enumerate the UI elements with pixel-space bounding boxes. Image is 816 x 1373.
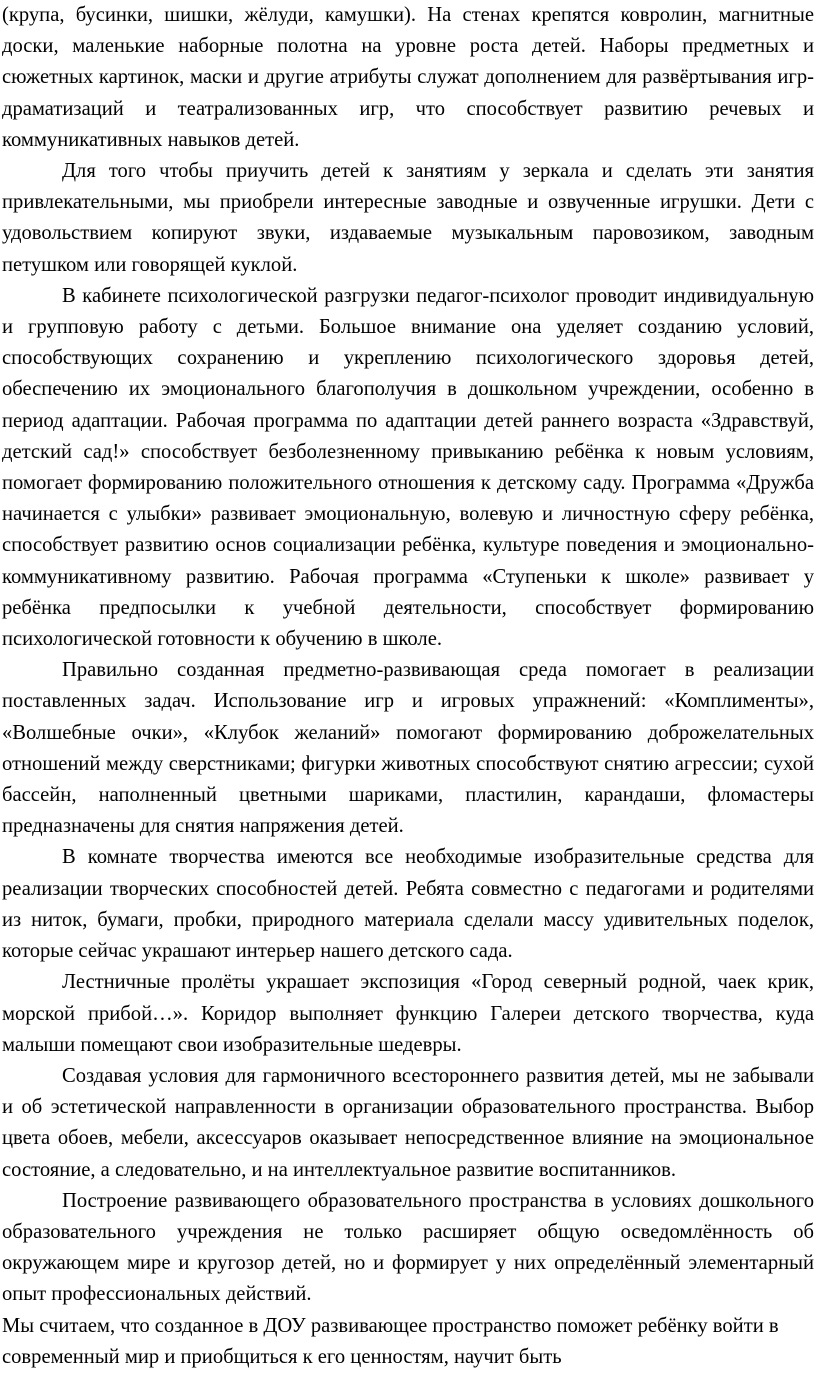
paragraph-3: В кабинете психологической разгрузки педагог-психолог проводит индивидуальную и групповую работу с детьми. Большое внимание она уделяет созданию условий, способствующих сохранению и укреплению психологического здоровья детей, обеспечению их эмоционального благополучия в дошкольном учреждении, особенно в период адаптации. Рабочая программа по адаптации детей раннего возраста «Здравствуй, детский сад!» способствует безболезненному привыканию ребёнка к новым условиям, помогает формированию положительного отношения к детскому саду. Программа «Дружба начинается с улыбки» развивает эмоциональную, волевую и личностную сферу ребёнка, способствует развитию основ социализации ребёнка, культуре поведения и эмоционально-коммуникативному развитию. Рабочая программа «Ступеньки к школе» развивает у ребёнка предпосылки к учебной деятельности, способствует формированию психологической готовности к обучению в школе. <box>2 284 814 651</box>
paragraph-8: Построение развивающего образовательного пространства в условиях дошкольного образовательного учреждения не только расширяет общую осведомлённость об окружающем мире и кругозор детей, но и формирует у них определённый элементарный опыт профессиональных действий. <box>2 1189 814 1306</box>
paragraph-7: Создавая условия для гармоничного всестороннего развития детей, мы не забывали и об эстетической направленности в организации образовательного пространства. Выбор цвета обоев, мебели, аксессуаров оказывает непосредственное влияние на эмоциональное состояние, а следовательно, и на интеллектуальное развитие воспитанников. <box>2 1064 814 1181</box>
paragraph-4: Правильно созданная предметно-развивающая среда помогает в реализации поставленных задач. Использование игр и игровых упражнений: «Комплименты», «Волшебные очки», «Клубок желаний» помогают формированию доброжелательных отношений между сверстниками; фигурки животных способствуют снятию агрессии; сухой бассейн, наполненный цветными шариками, пластилин, карандаши, фломастеры предназначены для снятия напряжения детей. <box>2 659 814 838</box>
paragraph-2: Для того чтобы приучить детей к занятиям у зеркала и сделать эти занятия привлекательными, мы приобрели интересные заводные и озвученные игрушки. Дети с удовольствием копируют звуки, издаваемые музыкальным паровозиком, заводным петушком или говорящей куклой. <box>2 160 814 276</box>
paragraph-5: В комнате творчества имеются все необходимые изобразительные средства для реализации творческих способностей детей. Ребята совместно с педагогами и родителями из ниток, бумаги, пробки, природного материала сделали массу удивительных поделок, которые сейчас украшают интерьер нашего детского сада. <box>2 846 814 963</box>
paragraph-1: (крупа, бусинки, шишки, жёлуди, камушки). На стенах крепятся ковролин, магнитные доски, маленькие наборные полотна на уровне роста детей. Наборы предметных и сюжетных картинок, маски и другие атрибуты служат дополнением для развёртывания игр-драматизаций и театрализованных игр, что способствует развитию речевых и коммуникативных навыков детей. <box>2 4 814 151</box>
paragraph-6: Лестничные пролёты украшает экспозиция «Город северный родной, чаек крик, морской прибой…». Коридор выполняет функцию Галереи детского творчества, куда малыши помещают свои изобразительные шедевры. <box>2 971 814 1056</box>
paragraph-9: Мы считаем, что созданное в ДОУ развивающее пространство поможет ребёнку войти в современный мир и приобщиться к его ценностям, научит быть <box>2 1314 779 1368</box>
document-page <box>2 0 814 1373</box>
